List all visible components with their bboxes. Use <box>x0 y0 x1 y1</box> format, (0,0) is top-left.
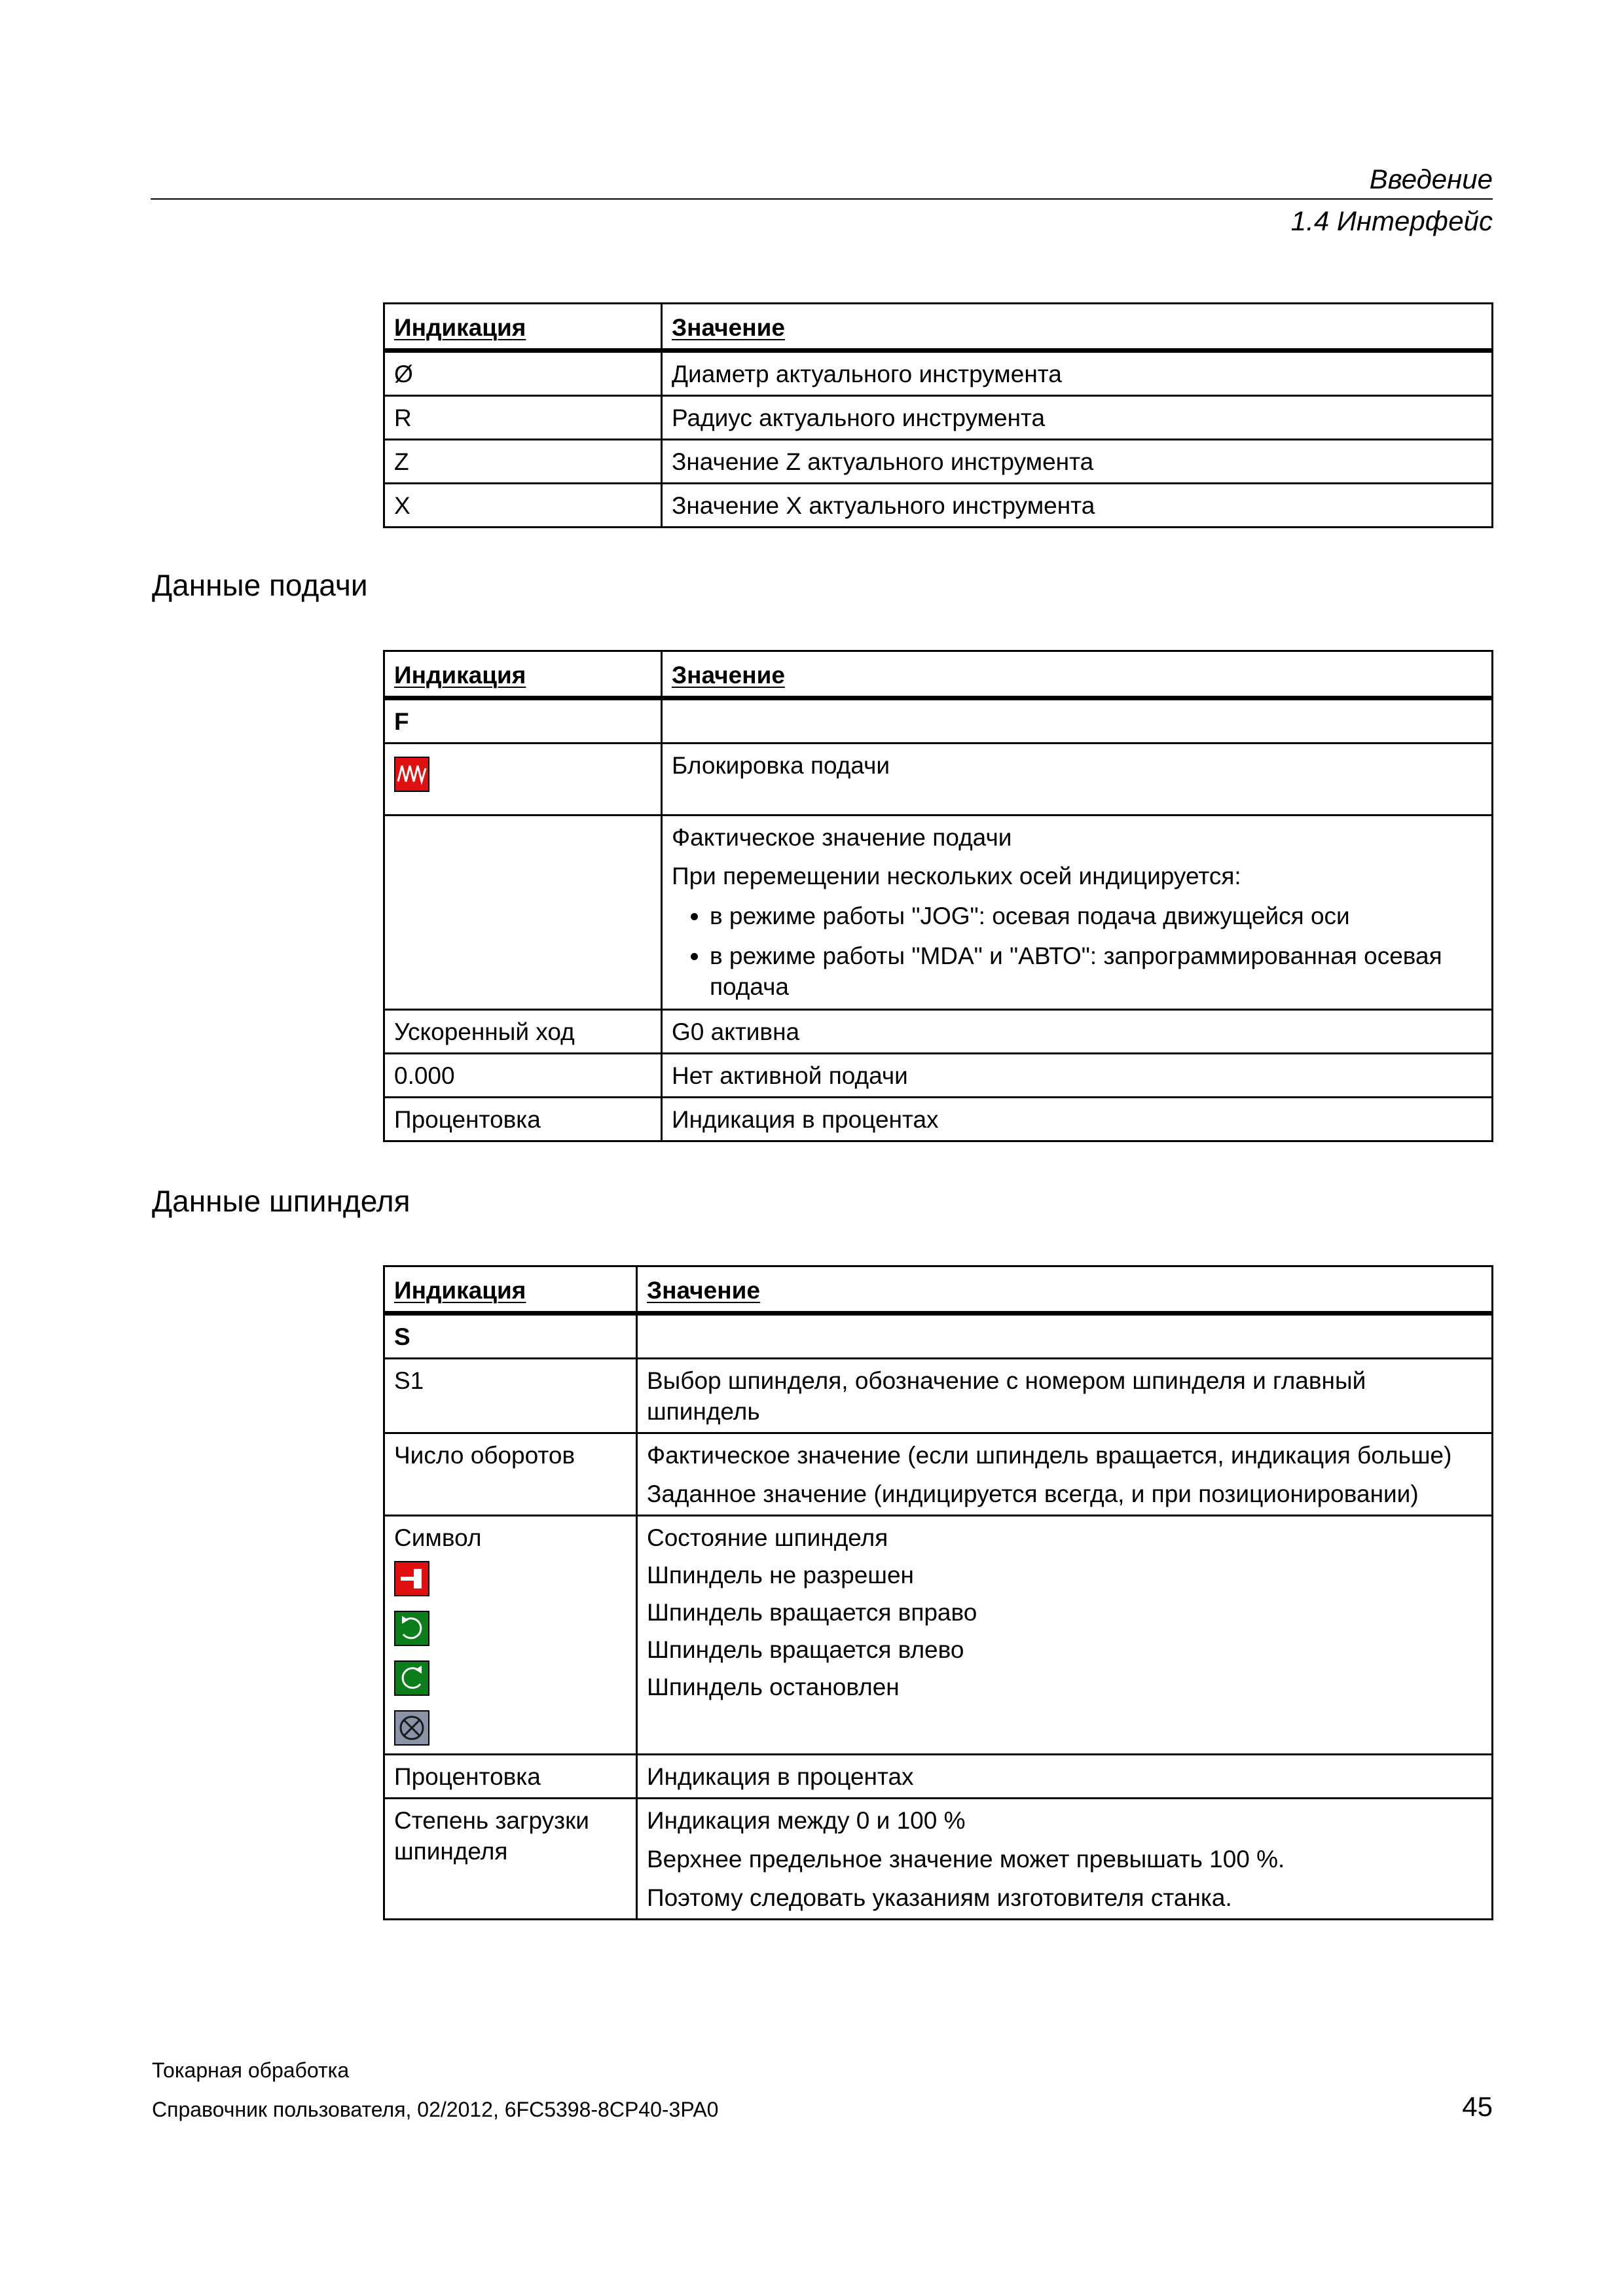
spindle-right-text: Шпиндель вращается вправо <box>647 1599 977 1626</box>
meaning-cell: Нет активной подачи <box>662 1054 1493 1098</box>
meaning-cell <box>637 1314 1493 1359</box>
list-item: • в режиме работы "JOG": осевая подача движущейся оси <box>710 901 1484 931</box>
table-row <box>384 744 1493 816</box>
footer-title: Токарная обработка <box>152 2058 350 2082</box>
feed-data-table <box>383 650 1493 1142</box>
section-heading-spindle: Данные шпинделя <box>152 1184 410 1218</box>
column-header-indication: Индикация <box>384 1266 637 1314</box>
table-row <box>384 484 1493 528</box>
indication-cell: S1 <box>384 1359 637 1433</box>
table-row <box>384 1359 1493 1433</box>
meaning-cell: G0 активна <box>662 1010 1493 1054</box>
list-item: • в режиме работы "MDA" и "АВТО": запрограммированная осевая подача <box>710 941 1484 1002</box>
speed-actual-text: Фактическое значение (если шпиндель вращается, индикация больше) <box>647 1442 1452 1469</box>
section-heading-feed: Данные подачи <box>152 568 368 602</box>
indication-cell: R <box>384 396 662 440</box>
indication-cell: F <box>384 698 662 744</box>
spindle-disabled-icon <box>394 1561 429 1596</box>
table-row <box>384 1314 1493 1359</box>
indication-cell: Ускоренный ход <box>384 1010 662 1054</box>
indication-cell: Процентовка <box>384 1755 637 1799</box>
feed-mode-list <box>672 901 1484 1002</box>
meaning-cell: Диаметр актуального инструмента <box>662 351 1493 396</box>
spindle-disabled-text: Шпиндель не разрешен <box>647 1562 914 1588</box>
table-row <box>384 698 1493 744</box>
spindle-data-table <box>383 1265 1493 1920</box>
spindle-stopped-text: Шпиндель остановлен <box>647 1674 900 1700</box>
page-number: 45 <box>1462 2091 1493 2122</box>
table-row <box>384 396 1493 440</box>
header-section: 1.4 Интерфейс <box>1290 206 1493 236</box>
meaning-cell: Блокировка подачи <box>662 744 1493 816</box>
column-header-meaning: Значение <box>662 651 1493 698</box>
table-row <box>384 440 1493 484</box>
meaning-cell <box>637 1433 1493 1516</box>
table-row <box>384 1799 1493 1920</box>
meaning-cell: Индикация в процентах <box>662 1098 1493 1141</box>
table-header-row <box>384 651 1493 698</box>
meaning-cell: Выбор шпинделя, обозначение с номером шпинделя и главный шпиндель <box>637 1359 1493 1433</box>
speed-setpoint-text: Заданное значение (индицируется всегда, и при позиционировании) <box>647 1480 1419 1507</box>
meaning-cell <box>637 1799 1493 1920</box>
table-header-row <box>384 1266 1493 1314</box>
indication-cell: S <box>384 1314 637 1359</box>
table-row <box>384 1098 1493 1141</box>
column-header-meaning: Значение <box>637 1266 1493 1314</box>
header-rule <box>151 198 1493 200</box>
indication-cell <box>384 744 662 816</box>
feed-actual-text: Фактическое значение подачи <box>672 824 1012 851</box>
meaning-cell <box>662 698 1493 744</box>
meaning-cell: Значение X актуального инструмента <box>662 484 1493 528</box>
indication-cell: Степень загрузки шпинделя <box>384 1799 637 1920</box>
feed-multi-axis-text: При перемещении нескольких осей индицируется: <box>672 863 1241 889</box>
table-row <box>384 351 1493 396</box>
load-limit-text: Верхнее предельное значение может превышать 100 %. <box>647 1846 1285 1873</box>
indication-cell: 0.000 <box>384 1054 662 1098</box>
indication-cell: X <box>384 484 662 528</box>
meaning-cell <box>637 1516 1493 1755</box>
spindle-rotate-right-icon <box>394 1611 429 1646</box>
table-row <box>384 1054 1493 1098</box>
indication-cell: Z <box>384 440 662 484</box>
spindle-state-text: Состояние шпинделя <box>647 1524 888 1551</box>
indication-cell: Ø <box>384 351 662 396</box>
footer-manual-info: Справочник пользователя, 02/2012, 6FC5398-8CP40-3PA0 <box>152 2098 719 2121</box>
spindle-left-text: Шпиндель вращается влево <box>647 1636 964 1663</box>
column-header-indication: Индикация <box>384 304 662 351</box>
table-header-row <box>384 304 1493 351</box>
meaning-cell: Значение Z актуального инструмента <box>662 440 1493 484</box>
table-row <box>384 816 1493 1010</box>
spindle-stopped-icon <box>394 1710 429 1746</box>
column-header-indication: Индикация <box>384 651 662 698</box>
load-range-text: Индикация между 0 и 100 % <box>647 1807 966 1834</box>
tool-data-table <box>383 302 1493 528</box>
header-chapter: Введение <box>1369 164 1493 194</box>
indication-cell: Число оборотов <box>384 1433 637 1516</box>
feed-lock-icon <box>394 757 429 792</box>
meaning-cell: Индикация в процентах <box>637 1755 1493 1799</box>
table-row <box>384 1010 1493 1054</box>
load-note-text: Поэтому следовать указаниям изготовителя станка. <box>647 1884 1232 1911</box>
meaning-cell <box>662 816 1493 1010</box>
column-header-meaning: Значение <box>662 304 1493 351</box>
table-row <box>384 1755 1493 1799</box>
table-row <box>384 1433 1493 1516</box>
indication-cell <box>384 1516 637 1755</box>
spindle-rotate-left-icon <box>394 1660 429 1696</box>
indication-cell <box>384 816 662 1010</box>
symbol-label: Символ <box>394 1524 482 1551</box>
indication-cell: Процентовка <box>384 1098 662 1141</box>
table-row <box>384 1516 1493 1755</box>
meaning-cell: Радиус актуального инструмента <box>662 396 1493 440</box>
